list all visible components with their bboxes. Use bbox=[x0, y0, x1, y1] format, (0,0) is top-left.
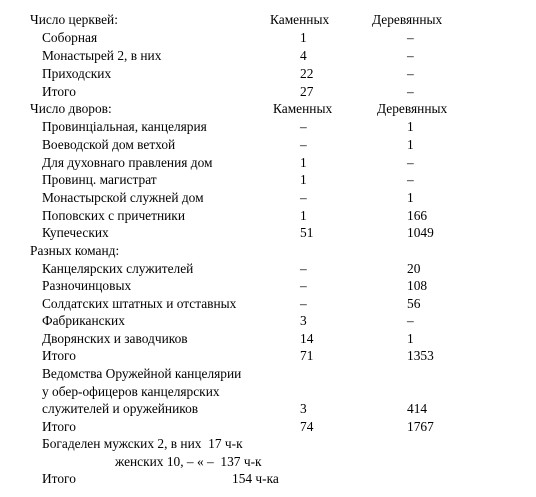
almshouse-total-label: Итого bbox=[42, 471, 76, 486]
church-row-label: Монастырей 2, в них bbox=[42, 48, 162, 63]
command-row-stone: 14 bbox=[300, 331, 314, 346]
household-row-wood: – bbox=[407, 172, 414, 187]
commands-total-stone: 74 bbox=[300, 419, 314, 434]
commands-total-wood: 1767 bbox=[407, 419, 434, 434]
household-row-stone: 51 bbox=[300, 225, 314, 240]
command-row-wood: 1 bbox=[407, 331, 414, 346]
armory-line: Ведомства Оружейной канцелярии bbox=[42, 366, 242, 381]
household-row-stone: 1 bbox=[300, 172, 307, 187]
command-row-label: Канцелярских служителей bbox=[42, 261, 194, 276]
household-row-wood: 1 bbox=[407, 137, 414, 152]
commands-title: Разных команд: bbox=[30, 243, 120, 258]
command-row-stone: – bbox=[300, 296, 307, 311]
churches-col-stone: Каменных bbox=[270, 12, 330, 27]
household-row-stone: – bbox=[300, 190, 307, 205]
household-row-stone: – bbox=[300, 119, 307, 134]
armory-wood: 414 bbox=[407, 401, 428, 416]
households-col-stone: Каменных bbox=[273, 101, 333, 116]
church-row-label: Итого bbox=[42, 84, 76, 99]
household-row-stone: – bbox=[300, 137, 307, 152]
command-row-stone: 71 bbox=[300, 348, 314, 363]
command-row-stone: 3 bbox=[300, 313, 307, 328]
almshouse-women-line: женских 10, – « – 137 ч-к bbox=[115, 454, 262, 469]
command-row-label: Итого bbox=[42, 348, 76, 363]
command-row-wood: 56 bbox=[407, 296, 421, 311]
command-row-wood: – bbox=[407, 313, 414, 328]
household-row-wood: 1049 bbox=[407, 225, 434, 240]
household-row-wood: – bbox=[407, 155, 414, 170]
households-title: Число дворов: bbox=[30, 101, 112, 116]
armory-line: служителей и оружейников bbox=[42, 401, 199, 416]
household-row-stone: 1 bbox=[300, 208, 307, 223]
command-row-stone: – bbox=[300, 261, 307, 276]
commands-total-label: Итого bbox=[42, 419, 76, 434]
command-row-label: Солдатских штатных и отставных bbox=[42, 296, 237, 311]
almshouse-men-line: Богаделен мужских 2, в них 17 ч-к bbox=[42, 436, 243, 451]
church-row-stone: 27 bbox=[300, 84, 314, 99]
command-row-label: Разночинцовых bbox=[42, 278, 132, 293]
church-row-label: Приходских bbox=[42, 66, 112, 81]
almshouse-total-value: 154 ч-ка bbox=[232, 471, 279, 486]
households-col-wood: Деревянных bbox=[377, 101, 448, 116]
household-row-label: Воеводской дом ветхой bbox=[42, 137, 176, 152]
household-row-label: Купеческих bbox=[42, 225, 109, 240]
church-row-wood: – bbox=[407, 66, 414, 81]
household-row-label: Провинціальная, канцелярия bbox=[42, 119, 207, 134]
household-row-label: Провинц. магистрат bbox=[42, 172, 157, 187]
household-row-label: Монастырской служней дом bbox=[42, 190, 204, 205]
command-row-wood: 1353 bbox=[407, 348, 434, 363]
household-row-stone: 1 bbox=[300, 155, 307, 170]
household-row-wood: 1 bbox=[407, 190, 414, 205]
church-row-label: Соборная bbox=[42, 30, 98, 45]
churches-title: Число церквей: bbox=[30, 12, 118, 27]
command-row-stone: – bbox=[300, 278, 307, 293]
church-row-stone: 22 bbox=[300, 66, 314, 81]
church-row-stone: 1 bbox=[300, 30, 307, 45]
household-row-label: Поповских с причетники bbox=[42, 208, 185, 223]
command-row-wood: 20 bbox=[407, 261, 421, 276]
household-row-label: Для духовнаго правления дом bbox=[42, 155, 213, 170]
command-row-label: Фабриканских bbox=[42, 313, 125, 328]
church-row-wood: – bbox=[407, 48, 414, 63]
command-row-label: Дворянских и заводчиков bbox=[42, 331, 188, 346]
church-row-stone: 4 bbox=[300, 48, 307, 63]
churches-col-wood: Деревянных bbox=[372, 12, 443, 27]
church-row-wood: – bbox=[407, 30, 414, 45]
household-row-wood: 166 bbox=[407, 208, 428, 223]
armory-stone: 3 bbox=[300, 401, 307, 416]
command-row-wood: 108 bbox=[407, 278, 428, 293]
armory-line: у обер-офицеров канцелярских bbox=[42, 384, 220, 399]
church-row-wood: – bbox=[407, 84, 414, 99]
household-row-wood: 1 bbox=[407, 119, 414, 134]
